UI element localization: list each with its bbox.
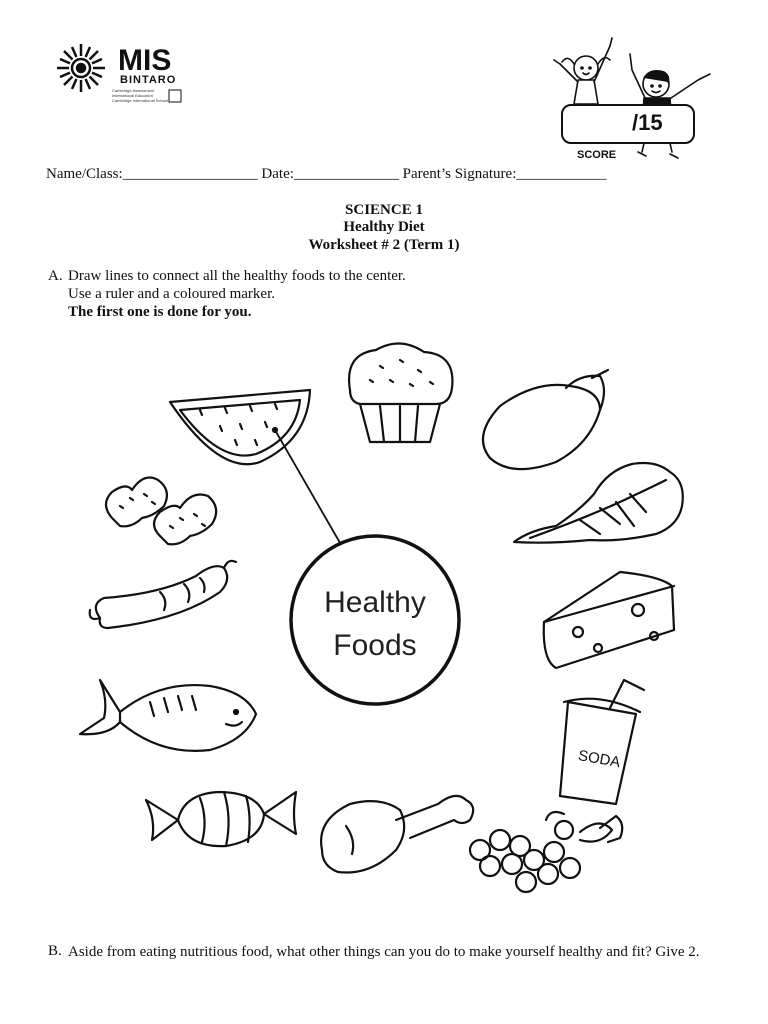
soda-cup-icon (560, 680, 644, 804)
worksheet-title: Worksheet # 2 (Term 1) (308, 237, 460, 253)
topic-title: Healthy Diet (343, 219, 425, 235)
food-matching-illustration (60, 330, 720, 930)
center-label-line-1: Healthy (324, 586, 426, 619)
chicken-drumstick-icon (321, 796, 473, 873)
eggplant-icon (483, 370, 608, 469)
jumping-kids-illustration (538, 34, 723, 164)
question-a-instruction-1: Draw lines to connect all the healthy foods to the center. (68, 268, 406, 284)
muffin-icon (349, 343, 452, 442)
question-a-instruction-3: The first one is done for you. (68, 304, 252, 320)
student-info-line: Name/Class:__________________ Date:______________ Parent’s Signature:____________ (46, 166, 607, 182)
cheese-icon (544, 572, 674, 668)
healthy-foods-center (291, 536, 459, 704)
logo-accreditation: Cambridge Assessment International Education Cambridge International School (112, 88, 169, 103)
logo-subtitle: BINTARO (120, 74, 177, 86)
sausage-icon (90, 561, 236, 628)
grapes-icon (470, 812, 622, 892)
score-box (561, 104, 695, 144)
score-label: SCORE (577, 149, 617, 161)
fish-icon (80, 680, 256, 751)
question-a-instruction-2: Use a ruler and a coloured marker. (68, 286, 275, 302)
question-b-letter: B. (48, 943, 62, 959)
logo-name: MIS (118, 44, 172, 77)
score-value: /15 (632, 110, 663, 135)
question-b-text: Aside from eating nutritious food, what other things can you do to make yourself healthy and fit? Give 2. (68, 944, 700, 960)
lettuce-icon (514, 463, 683, 543)
soda-label: SODA (576, 747, 622, 772)
subject-title: SCIENCE 1 (345, 202, 423, 218)
peanuts-icon (106, 478, 216, 545)
center-label-line-2: Foods (333, 629, 417, 662)
candy-icon (146, 792, 296, 846)
example-connector-line (275, 430, 347, 555)
question-a-letter: A. (48, 268, 63, 284)
